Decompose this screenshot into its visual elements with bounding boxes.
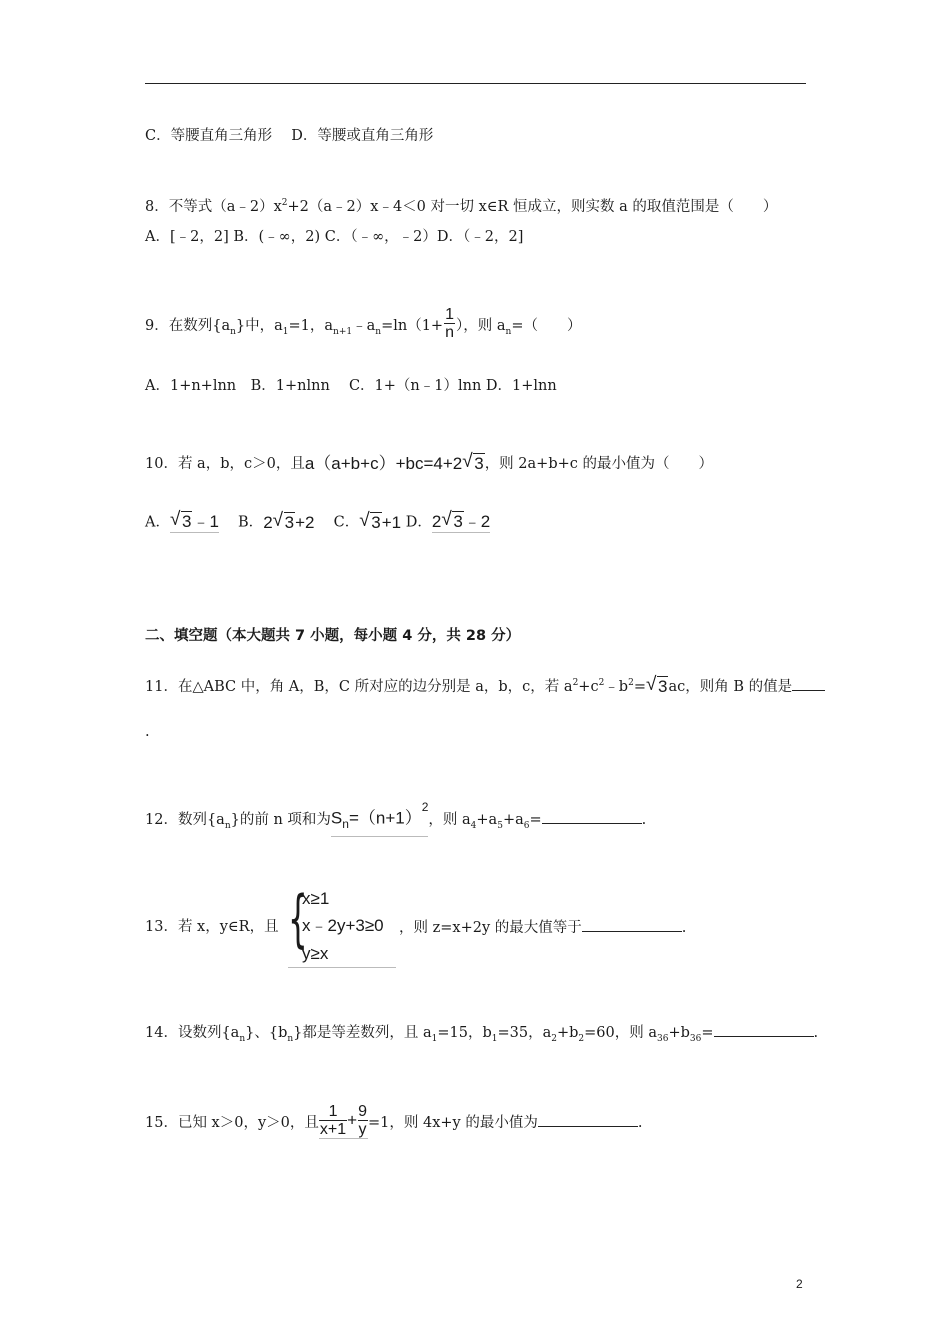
q11-e: ac，则角 B 的值是 [668, 678, 793, 695]
q11-stem [145, 673, 825, 697]
q15-a: 15．已知 x＞0，y＞0，且 [145, 1115, 319, 1131]
q13-tail: . [681, 920, 687, 936]
q11-b: +c [578, 678, 599, 695]
q10-opt-d-sqrt [441, 512, 463, 532]
q15-formula [319, 1104, 368, 1139]
q13-stem-b [399, 917, 686, 938]
q9-sub: 1 [282, 326, 289, 337]
q15-frac-2 [357, 1104, 368, 1138]
q11-sup: 2 [598, 678, 605, 688]
q14-e: =35，a [497, 1025, 552, 1041]
q12-tail: . [641, 812, 647, 829]
q14-b: }、{b [245, 1025, 288, 1041]
q10-opt-a-sqrt [170, 512, 192, 532]
q10-formula [305, 454, 485, 474]
q14-tail: . [813, 1025, 819, 1041]
q14-g: =60，则 a [584, 1025, 658, 1041]
q15-f1-num: 1 [328, 1102, 338, 1120]
q10-opt-c-label: C． [319, 514, 360, 531]
q14-sub: n [239, 1033, 246, 1044]
q9-fraction [444, 307, 455, 341]
q10-opt-b-label: B． [223, 514, 264, 531]
q14-sub: 36 [657, 1033, 669, 1044]
q11-sup: 2 [572, 678, 579, 688]
answer-blank[interactable] [542, 809, 642, 824]
q14-sub: 2 [551, 1033, 557, 1044]
q13-sys-baseline [288, 967, 396, 968]
q10-sqrt [462, 454, 484, 474]
q9-stem [145, 306, 582, 342]
q14-h: +b [668, 1025, 690, 1041]
q9-c: =1，a [288, 318, 334, 334]
q9-d: ﹣a [352, 318, 376, 334]
q11-tail: . [145, 724, 150, 740]
q11-sup: 2 [628, 678, 634, 688]
q10-opt-b [263, 513, 314, 533]
q8-options: A．[﹣2，2] B．(﹣∞，2) C．（﹣∞，﹣2）D．（﹣2，2] [145, 229, 524, 245]
q10-opt-c-sqrt [359, 513, 381, 533]
q10-opt-b-rad: 3 [284, 512, 295, 532]
q15-f2-num: 9 [358, 1102, 367, 1120]
q8-stem [145, 193, 777, 217]
q10-opt-a-rad: 3 [181, 512, 192, 531]
q10-opt-d-rad: 3 [453, 512, 463, 531]
q9-sub: n+1 [333, 326, 353, 337]
answer-blank[interactable] [538, 1112, 638, 1127]
q12-formula-sub: n [342, 817, 349, 832]
q13-sys-2: x﹣2y+3≥0 [302, 916, 384, 935]
q10-opt-d-label: D． [401, 514, 432, 531]
q15-b: =1，则 4x+y 的最小值为 [367, 1115, 538, 1131]
q14-sub: 1 [491, 1033, 498, 1044]
q8-stem-a: 8．不等式（a﹣2）x [145, 198, 282, 215]
q12-formula [330, 800, 429, 837]
q12-sub: 6 [523, 820, 530, 831]
q14-a: 14．设数列{a [145, 1025, 240, 1041]
q9-g: =（ ） [511, 318, 582, 334]
q10-opt-a [170, 512, 219, 533]
q12-d: +a [476, 812, 498, 829]
q12-a: 12．数列{a [145, 812, 225, 829]
q12-formula-b: =（n+1） [348, 808, 422, 828]
page-number: 2 [796, 1277, 803, 1291]
q13-b: ，则 z=x+2y 的最大值等于 [399, 920, 582, 936]
header-rule [145, 83, 806, 84]
q10-a: 10．若 a，b，c＞0，且 [145, 456, 305, 472]
q14-sub: 2 [578, 1033, 585, 1044]
q9-b: }中，a [235, 318, 283, 334]
q10-stem [145, 454, 713, 474]
q13-sys-1: x≥1 [302, 889, 330, 908]
q9-a: 9．在数列{a [145, 318, 231, 334]
q14-d: =15，b [437, 1025, 492, 1041]
q15-f2-den: y [358, 1120, 367, 1138]
q9-e: =ln（1+ [381, 318, 444, 334]
q10-opt-c-tail: +1 [381, 512, 402, 532]
q15-tail: . [637, 1115, 643, 1131]
q12-sub: 5 [497, 820, 503, 831]
section-heading: 二、填空题（本大题共 7 小题，每小题 4 分，共 28 分） [145, 628, 521, 644]
q9-sub: n [230, 326, 236, 337]
q14-sub: n [287, 1033, 294, 1044]
q11-c: ﹣b [604, 678, 629, 695]
q10-opt-c-rad: 3 [371, 512, 381, 532]
q10-opt-b-sqrt [273, 513, 295, 533]
q14-i: = [701, 1025, 714, 1041]
q10-opt-a-tail: ﹣1 [192, 512, 219, 531]
q9-options: A．1+n+lnn B．1+nlnn C．1+（n﹣1）lnn D．1+lnn [145, 378, 557, 394]
q13-system [288, 882, 396, 968]
q12-formula-sup: 2 [421, 800, 429, 814]
q10-opt-d [432, 512, 490, 533]
answer-blank[interactable] [582, 917, 682, 932]
q10-opt-b-pre: 2 [263, 512, 273, 532]
q7-options: C．等腰直角三角形 D．等腰或直角三角形 [145, 128, 434, 144]
q14-c: }都是等差数列，且 a [293, 1025, 432, 1041]
q15-stem [145, 1102, 643, 1138]
q15-frac-1 [319, 1104, 347, 1138]
q13-stem-a: 13．若 x，y∈R，且 [145, 919, 279, 935]
q9-sub: n [505, 326, 512, 337]
q10-b: ，则 2a+b+c 的最小值为（ ） [484, 456, 713, 472]
q9-f: ），则 a [456, 318, 506, 334]
q14-sub: 1 [431, 1033, 438, 1044]
q12-f: = [529, 812, 542, 829]
q14-sub: 36 [689, 1033, 702, 1044]
q13-sys-3: y≥x [302, 944, 329, 963]
q10-opt-b-tail: +2 [295, 512, 315, 532]
q14-stem [145, 1022, 818, 1049]
q8-stem-b: +2（a﹣2）x﹣4＜0 对一切 x∈R 恒成立，则实数 a 的取值范围是（ ） [287, 198, 778, 215]
q9-frac-num: 1 [445, 306, 454, 323]
answer-blank[interactable] [714, 1022, 814, 1037]
q11-rad: 3 [658, 676, 668, 696]
q9-sub: n [375, 326, 382, 337]
q11-d: = [633, 678, 646, 695]
q15-f1-den: x+1 [319, 1120, 347, 1138]
q11-sqrt [646, 677, 668, 697]
q10-options [145, 512, 490, 533]
q10-opt-d-tail: ﹣2 [463, 512, 491, 531]
q12-stem [145, 800, 647, 837]
q10-opt-a-label: A． [145, 514, 170, 531]
q9-frac-den: n [445, 324, 454, 341]
q11-sqrt-img [646, 677, 668, 697]
q12-sub: 4 [470, 820, 477, 831]
q14-f: +b [556, 1025, 579, 1041]
q12-b: }的前 n 项和为 [230, 812, 331, 829]
q10-opt-c [359, 513, 401, 533]
q10-rad: 3 [474, 454, 484, 473]
brace-icon: { [288, 882, 308, 955]
q12-formula-s: S [330, 808, 343, 828]
q11-a: 11．在△ABC 中，角 A，B，C 所对应的边分别是 a，b，c，若 a [145, 678, 573, 695]
answer-blank[interactable] [792, 676, 825, 691]
q10-formula-a: a（a+b+c）+bc=4+2 [304, 454, 463, 473]
q12-sub: n [224, 820, 231, 831]
q8-exp: 2 [281, 198, 288, 208]
q10-opt-d-pre: 2 [431, 512, 442, 531]
q15-plus: + [347, 1109, 358, 1129]
q12-e: +a [502, 812, 524, 829]
q12-c: ，则 a [428, 812, 471, 829]
